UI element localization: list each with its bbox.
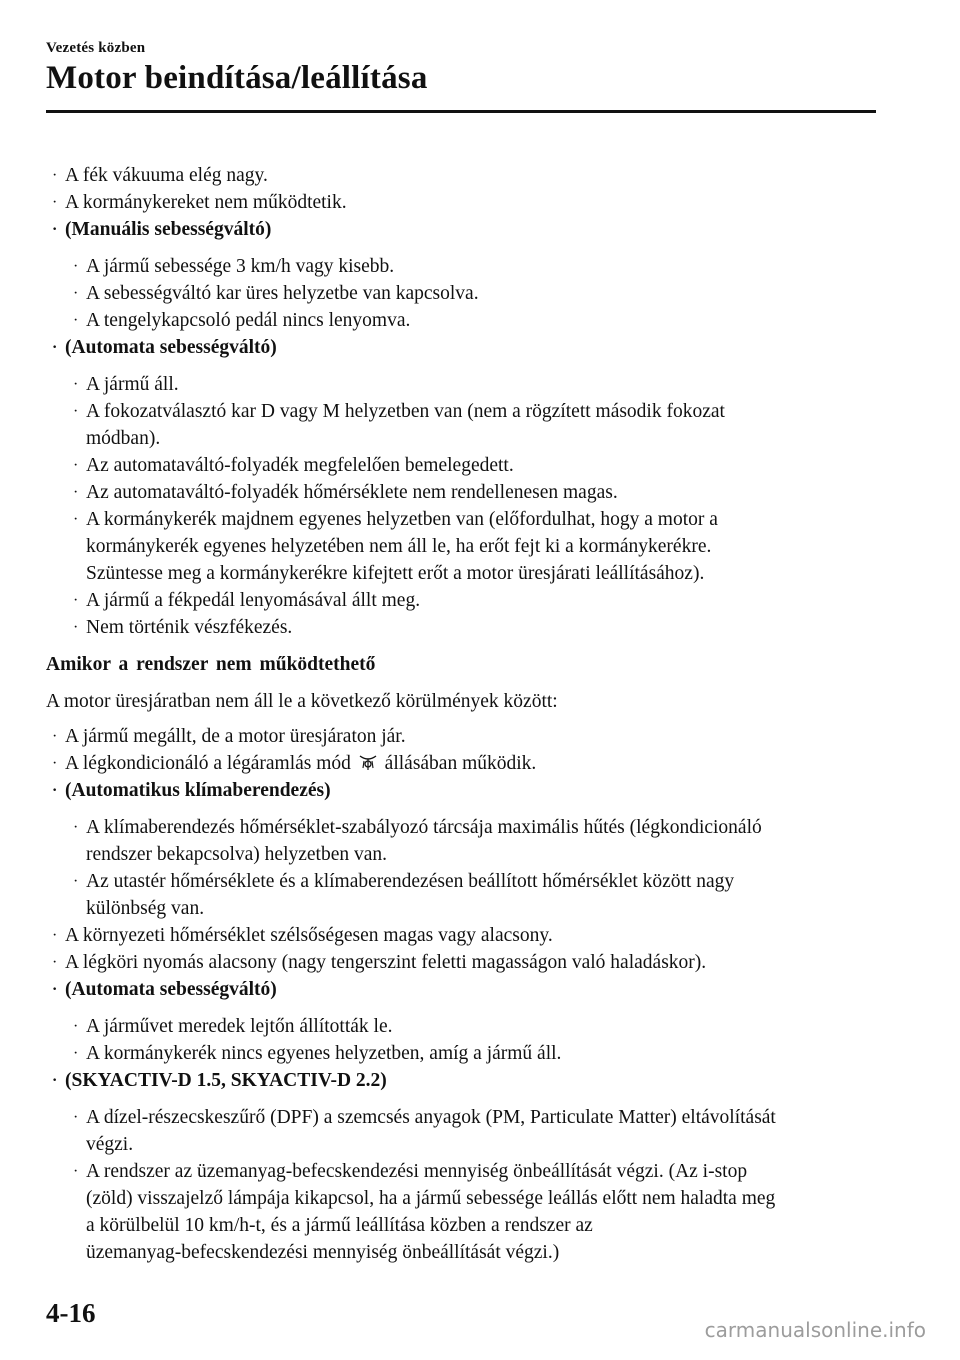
list-subheading: · (SKYACTIV-D 1.5, SKYACTIV-D 2.2)	[46, 1067, 886, 1094]
sub-list-item: · Az utastér hőmérséklete és a klímaberendezésen beállított hőmérséklet között nagy	[46, 868, 886, 895]
bullet-dot-icon: ·	[73, 1045, 79, 1062]
list-item: · A fék vákuuma elég nagy.	[46, 162, 886, 189]
sub-list-item: · Nem történik vészfékezés.	[46, 614, 886, 641]
sub-list-item-continuation: (zöld) visszajelző lámpája kikapcsol, ha a jármű sebessége leállás előtt nem haladta meg	[86, 1188, 776, 1209]
list-subheading: · (Automata sebességváltó)	[46, 976, 886, 1003]
list-item: · A kormánykereket nem működtetik.	[46, 189, 886, 216]
bullet-dot-icon: ·	[73, 457, 79, 474]
sub-list-item: · A kormánykerék majdnem egyenes helyzetben van (előfordulhat, hogy a motor a	[46, 506, 886, 533]
bullet-dot-icon: ·	[52, 194, 58, 211]
sub-list-item: · A sebességváltó kar üres helyzetbe van kapcsolva.	[46, 280, 886, 307]
bullet-dot-icon: ·	[73, 819, 79, 836]
bullet-dot-icon: ·	[73, 592, 79, 609]
bullet-dot-icon: ·	[73, 1163, 79, 1180]
bullet-dot-icon: ·	[73, 312, 79, 329]
bullet-dot-icon: ·	[73, 258, 79, 275]
section-intro: A motor üresjáratban nem áll le a következő körülmények között:	[46, 691, 558, 712]
list-subheading: · (Automata sebességváltó)	[46, 334, 886, 361]
page-number: 4-16	[46, 1298, 96, 1328]
list-item: · A légköri nyomás alacsony (nagy tengerszint feletti magasságon való haladáskor).	[46, 949, 886, 976]
sub-list-item-continuation: végzi.	[86, 1134, 134, 1155]
airflow-mode-icon	[358, 754, 378, 772]
bullet-dot-icon: ·	[73, 403, 79, 420]
bullet-dot-icon: ·	[52, 167, 58, 184]
page-content	[46, 162, 886, 1266]
bullet-dot-icon: ·	[73, 873, 79, 890]
bullet-dot-icon: ·	[73, 1109, 79, 1126]
sub-list-item: · A tengelykapcsoló pedál nincs lenyomva.	[46, 307, 886, 334]
sub-list-item: · A jármű a fékpedál lenyomásával állt meg.	[46, 587, 886, 614]
sub-list-item: · Az automataváltó-folyadék hőmérséklete nem rendellenesen magas.	[46, 479, 886, 506]
sub-list-item: · A kormánykerék nincs egyenes helyzetben, amíg a jármű áll.	[46, 1040, 886, 1067]
sub-list-item-continuation: rendszer bekapcsolva) helyzetben van.	[86, 844, 388, 865]
sub-list-item: · A fokozatválasztó kar D vagy M helyzetben van (nem a rögzített második fokozat	[46, 398, 886, 425]
bullet-dot-icon: ·	[52, 339, 58, 356]
sub-list-item: · A klímaberendezés hőmérséklet-szabályozó tárcsája maximális hűtés (légkondicionáló	[46, 814, 886, 841]
bullet-dot-icon: ·	[73, 619, 79, 636]
header-divider	[46, 110, 876, 113]
sub-list-item-continuation: Szüntesse meg a kormánykerékre kifejtett erőt a motor üresjárati leállításához).	[86, 563, 705, 584]
bullet-dot-icon: ·	[52, 221, 58, 238]
bullet-dot-icon: ·	[52, 927, 58, 944]
sub-list-item-continuation: kormánykerék egyenes helyzetében nem áll le, ha erőt fejt ki a kormánykerékre.	[86, 536, 712, 557]
bullet-dot-icon: ·	[52, 728, 58, 745]
list-item: · A jármű megállt, de a motor üresjáraton jár.	[46, 723, 886, 750]
list-item: · A légkondicionáló a légáramlás mód állásában működik.	[46, 750, 886, 777]
sub-list-item: · A rendszer az üzemanyag-befecskendezési mennyiség önbeállítását végzi. (Az i-stop	[46, 1158, 886, 1185]
bullet-dot-icon: ·	[52, 755, 58, 772]
bullet-dot-icon: ·	[52, 1072, 58, 1089]
bullet-dot-icon: ·	[52, 954, 58, 971]
sub-list-item: · A dízel-részecskeszűrő (DPF) a szemcsés anyagok (PM, Particulate Matter) eltávolítását	[46, 1104, 886, 1131]
sub-list-item-continuation: módban).	[86, 428, 161, 449]
bullet-dot-icon: ·	[52, 782, 58, 799]
list-subheading: · (Manuális sebességváltó)	[46, 216, 886, 243]
list-subheading: · (Automatikus klímaberendezés)	[46, 777, 886, 804]
watermark: carmanualsonline.info	[704, 1318, 926, 1342]
sub-list-item: · A jármű sebessége 3 km/h vagy kisebb.	[46, 253, 886, 280]
sub-list-item-continuation: a körülbelül 10 km/h-t, és a jármű leállítása közben a rendszer az	[86, 1215, 593, 1236]
page-title: Motor beindítása/leállítása	[46, 60, 428, 96]
bullet-dot-icon: ·	[73, 285, 79, 302]
section-heading: Amikor a rendszer nem működtethető	[46, 654, 376, 675]
sub-list-item-continuation: üzemanyag-befecskendezési mennyiség önbeállítását végzi.)	[86, 1242, 560, 1263]
bullet-dot-icon: ·	[73, 511, 79, 528]
sub-list-item: · Az automataváltó-folyadék megfelelően bemelegedett.	[46, 452, 886, 479]
sub-list-item: · A járművet meredek lejtőn állították le.	[46, 1013, 886, 1040]
sub-list-item: · A jármű áll.	[46, 371, 886, 398]
bullet-dot-icon: ·	[73, 1018, 79, 1035]
list-item: · A környezeti hőmérséklet szélsőségesen magas vagy alacsony.	[46, 922, 886, 949]
section-label: Vezetés közben	[46, 40, 146, 56]
bullet-dot-icon: ·	[73, 376, 79, 393]
sub-list-item-continuation: különbség van.	[86, 898, 205, 919]
bullet-dot-icon: ·	[52, 981, 58, 998]
bullet-dot-icon: ·	[73, 484, 79, 501]
